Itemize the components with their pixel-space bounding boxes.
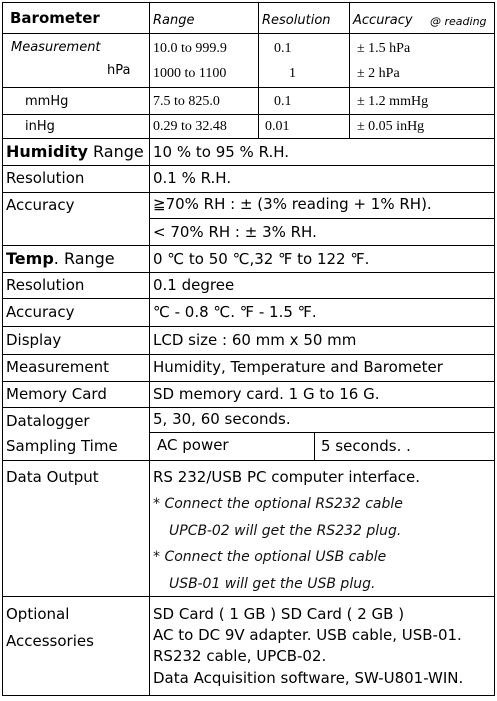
row-divider — [3, 354, 494, 355]
accessory-line-sd-cards: SD Card ( 1 GB ) SD Card ( 2 GB ) — [153, 605, 405, 623]
data-output-note-2: * Connect the optional USB cable — [153, 549, 387, 565]
temp-resolution: 0.1 degree — [153, 276, 235, 294]
temp-range-label — [6, 251, 115, 267]
humidity-label-bold: Humidity — [6, 142, 88, 161]
row-divider — [3, 114, 494, 115]
humidity-label-rest: Range — [87, 142, 144, 161]
measurement-value: Humidity, Temperature and Barometer — [153, 358, 443, 376]
mmhg-range: 7.5 to 825.0 — [153, 94, 220, 109]
hpa-accuracy-1: ± 1.5 hPa — [357, 41, 411, 56]
data-output-note-1: * Connect the optional RS232 cable — [153, 496, 403, 512]
accessory-line-adapter: AC to DC 9V adapter. USB cable, USB-01. — [153, 626, 462, 644]
accessory-line-software: Data Acquisition software, SW-U801-WIN. — [153, 669, 464, 687]
row-divider — [3, 192, 494, 193]
unit-inhg: inHg — [25, 119, 55, 134]
temp-range: 0 ℃ to 50 ℃,32 ℉ to 122 ℉. — [153, 250, 370, 268]
accessories-label: Accessories — [6, 632, 94, 650]
inhg-resolution: 0.01 — [265, 119, 290, 134]
humidity-resolution: 0.1 % R.H. — [153, 169, 232, 187]
range-header: Range — [153, 13, 195, 28]
humidity-range-label — [6, 144, 144, 160]
column-divider — [349, 3, 350, 138]
row-divider — [3, 272, 494, 273]
humidity-accuracy-high: ≧70% RH : ± (3% reading + 1% RH). — [153, 195, 432, 213]
display-label: Display — [6, 331, 62, 349]
row-divider — [3, 245, 494, 246]
sampling-time-label: Sampling Time — [6, 437, 118, 455]
measurement-row-label: Measurement — [6, 358, 109, 376]
data-output-value: RS 232/USB PC computer interface. — [153, 468, 421, 486]
temp-label-rest: . Range — [53, 249, 115, 268]
datalogger-manual-value: 5 seconds. . — [321, 437, 411, 455]
datalogger-label: Datalogger — [6, 412, 90, 430]
mmhg-resolution: 0.1 — [274, 94, 292, 109]
column-divider — [149, 3, 150, 695]
row-divider — [3, 407, 494, 408]
datalogger-auto-value: 5, 30, 60 seconds. — [153, 410, 291, 428]
humidity-accuracy-label: Accuracy — [6, 196, 75, 214]
memory-card-label: Memory Card — [6, 385, 107, 403]
row-divider — [149, 218, 494, 219]
inhg-range: 0.29 to 32.48 — [153, 119, 227, 134]
spec-table — [2, 2, 495, 696]
row-divider — [3, 138, 494, 139]
accuracy-header: Accuracy — [353, 13, 413, 28]
inhg-accuracy: ± 0.05 inHg — [357, 119, 425, 134]
data-output-note-1-cont: UPCB-02 will get the RS232 plug. — [169, 523, 402, 539]
humidity-accuracy-low: < 70% RH : ± 3% RH. — [153, 223, 317, 241]
row-divider — [3, 298, 494, 299]
unit-hpa: hPa — [107, 63, 131, 78]
hpa-range-1: 10.0 to 999.9 — [153, 41, 227, 56]
row-divider — [149, 432, 494, 433]
row-divider — [3, 326, 494, 327]
hpa-accuracy-2: ± 2 hPa — [357, 66, 400, 81]
measurement-label: Measurement — [11, 40, 101, 55]
humidity-resolution-label: Resolution — [6, 169, 85, 187]
unit-mmhg: mmHg — [25, 94, 69, 109]
temp-accuracy: ℃ - 0.8 ℃. ℉ - 1.5 ℉. — [153, 303, 317, 321]
column-divider — [258, 3, 259, 138]
hpa-resolution-1: 0.1 — [274, 41, 292, 56]
column-divider — [314, 432, 315, 460]
hpa-range-2: 1000 to 1100 — [153, 66, 227, 81]
mmhg-accuracy: ± 1.2 mmHg — [357, 94, 429, 109]
resolution-header: Resolution — [262, 13, 331, 28]
temp-label-bold: Temp — [6, 249, 54, 268]
row-divider — [3, 33, 494, 34]
row-divider — [3, 460, 494, 461]
row-divider — [3, 87, 494, 88]
data-output-note-2-cont: USB-01 will get the USB plug. — [169, 576, 376, 592]
accuracy-note: @ reading — [430, 15, 487, 28]
accessory-line-rs232: RS232 cable, UPCB-02. — [153, 647, 327, 665]
row-divider — [3, 381, 494, 382]
display-value: LCD size : 60 mm x 50 mm — [153, 331, 357, 349]
temp-accuracy-label: Accuracy — [6, 303, 75, 321]
temp-resolution-label: Resolution — [6, 276, 85, 294]
data-output-label: Data Output — [6, 468, 99, 486]
datalogger-manual-label: AC power — [157, 436, 229, 454]
hpa-resolution-2: 1 — [289, 66, 296, 81]
memory-card-value: SD memory card. 1 G to 16 G. — [153, 385, 380, 403]
optional-label: Optional — [6, 605, 70, 623]
row-divider — [3, 596, 494, 597]
humidity-range: 10 % to 95 % R.H. — [153, 143, 290, 161]
barometer-title: Barometer — [10, 9, 100, 27]
row-divider — [3, 165, 494, 166]
